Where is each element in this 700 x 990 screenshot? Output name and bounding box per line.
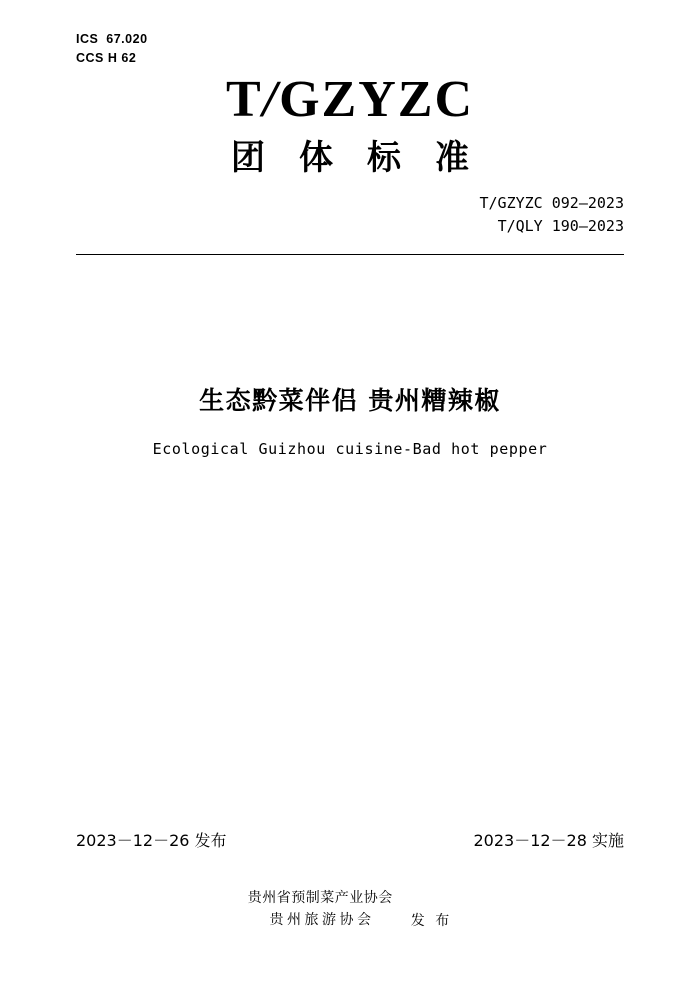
ccs-code: CCS H 62 bbox=[76, 51, 137, 66]
standard-type-label: 团体标准 bbox=[231, 138, 503, 178]
standard-numbers bbox=[480, 192, 625, 237]
header-divider bbox=[76, 254, 624, 255]
ics-code: ICS 67.020 bbox=[76, 32, 148, 46]
issuer-names bbox=[248, 888, 393, 931]
standard-mark bbox=[0, 70, 700, 129]
issuer-name-secondary: 贵州旅游协会 bbox=[269, 911, 375, 928]
page-subtitle-english: Ecological Guizhou cuisine-Bad hot pepper bbox=[152, 440, 548, 458]
implementation-date: 2023－12－28 实施 bbox=[473, 831, 624, 850]
standard-mark-slash: / bbox=[262, 71, 280, 128]
issuer-name-primary: 贵州省预制菜产业协会 bbox=[247, 890, 393, 906]
date-row bbox=[76, 828, 624, 851]
issuer-publish-label: 发 布 bbox=[410, 913, 453, 930]
standard-number-secondary: T/QLY 190—2023 bbox=[497, 216, 624, 235]
classification-codes bbox=[76, 30, 148, 69]
issue-date: 2023－12－26 发布 bbox=[76, 831, 227, 850]
standard-number-primary: T/GZYZC 092—2023 bbox=[479, 194, 624, 212]
issuer-block bbox=[0, 888, 700, 931]
standard-mark-body: GZYZC bbox=[279, 71, 475, 128]
standard-mark-prefix: T bbox=[225, 71, 263, 128]
page-title: 生态黔菜伴侣 贵州糟辣椒 bbox=[199, 386, 501, 415]
